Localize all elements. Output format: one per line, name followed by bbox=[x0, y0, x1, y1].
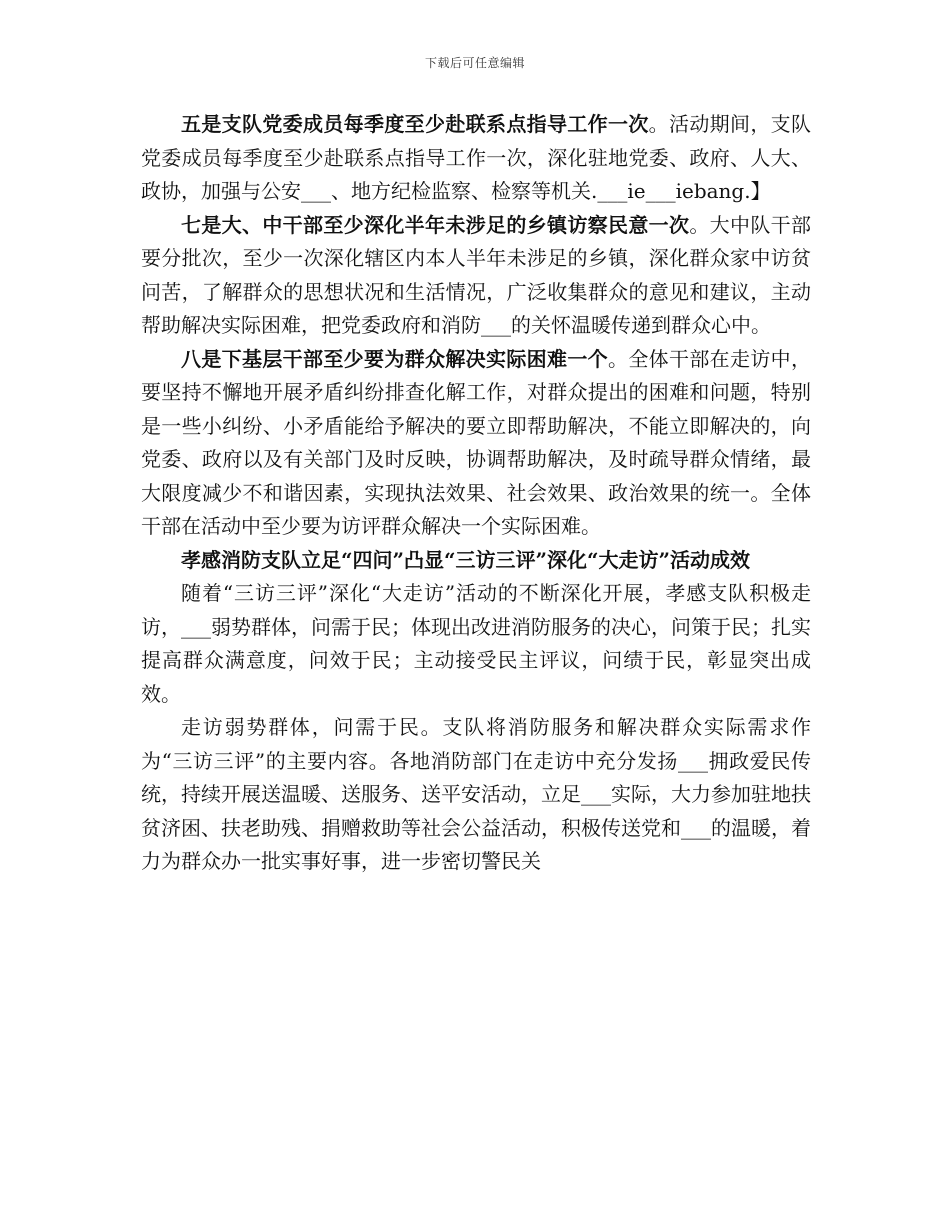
paragraph-text: 。全体干部在走访中，要坚持不懈地开展矛盾纠纷排查化解工作，对群众提出的困难和问题，特别是一些小纠纷、小矛盾能给予解决的要立即帮助解决，不能立即解决的，向党委、政府以及有关部门及时反映，协调帮助解决，及时疏导群众情绪，最大限度减少不和谐因素，实现执法效果、社会效果、政治效果的统一。全体干部在活动中至少要为访评群众解决一个实际困难。 bbox=[141, 346, 811, 538]
paragraph-visit-vulnerable: 走访弱势群体，问需于民。支队将消防服务和解决群众实际需求作为“三访三评”的主要内容。各地消防部门在走访中充分发扬___拥政爱民传统，持续开展送温暖、送服务、送平安活动，立足___实际，大力参加驻地扶贫济困、扶老助残、捐赠救助等社会公益活动，积极传送党和___的温暖，着力为群众办一批实事好事，进一步密切警民关 bbox=[141, 715, 811, 873]
paragraph-item-5 bbox=[141, 108, 811, 209]
section-heading: 孝感消防支队立足“四问”凸显“三访三评”深化“大走访”活动成效 bbox=[181, 547, 751, 572]
page-header-note: 下载后可任意编辑 bbox=[424, 56, 525, 70]
document-body bbox=[141, 108, 811, 879]
paragraph-lead: 五是支队党委成员每季度至少赴联系点指导工作一次 bbox=[181, 112, 649, 136]
paragraph-intro: 随着“三访三评”深化“大走访”活动的不断深化开展，孝感支队积极走访，___弱势群体，问需于民；体现出改进消防服务的决心，问策于民；扎实提高群众满意度，问效于民；主动接受民主评议，问绩于民，彰显突出成效。 bbox=[141, 581, 811, 706]
paragraph-text: 。活动期间，支队党委成员每季度至少赴联系点指导工作一次，深化驻地党委、政府、人大、政协，加强与公安___、地方纪检监察、检察等机关.___ie___iebang.】 bbox=[141, 112, 812, 203]
paragraph-item-7 bbox=[141, 209, 811, 343]
paragraph-item-8 bbox=[141, 343, 811, 544]
paragraph-lead: 七是大、中干部至少深化半年未涉足的乡镇访察民意一次 bbox=[181, 212, 690, 237]
paragraph-text: 。大中队干部要分批次，至少一次深化辖区内本人半年未涉足的乡镇，深化群众家中访贫问苦，了解群众的思想状况和生活情况，广泛收集群众的意见和建议，主动帮助解决实际困难，把党委政府和消防___的关怀温暖传递到群众心中。 bbox=[141, 212, 812, 337]
paragraph-lead: 八是下基层干部至少要为群众解决实际困难一个 bbox=[181, 346, 608, 371]
